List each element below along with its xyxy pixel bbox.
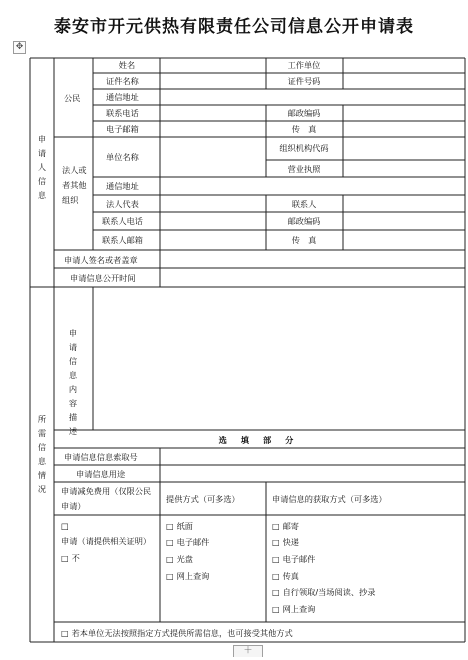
- id-number-field[interactable]: [344, 74, 464, 88]
- provide-method-header: 提供方式（可多选）: [166, 494, 240, 504]
- document-title: 泰安市开元供热有限责任公司信息公开申请表: [54, 17, 414, 37]
- checkbox-icon[interactable]: □: [166, 522, 174, 531]
- license-label: 营业执照: [287, 164, 321, 174]
- add-page-button[interactable]: ＋: [233, 645, 263, 657]
- citizen-postcode-label: 邮政编码: [287, 108, 321, 118]
- checkbox-icon[interactable]: □: [166, 538, 174, 547]
- fee-waiver-option-apply[interactable]: □ 申请（请提供相关证明）: [61, 521, 152, 546]
- request-time-field[interactable]: [161, 269, 464, 286]
- obtain-option-email[interactable]: □ 电子邮件: [272, 554, 316, 564]
- required-info-section-label: 所需信息情况: [37, 414, 47, 494]
- signature-field[interactable]: [161, 251, 464, 267]
- obtain-method-header: 申请信息的获取方式（可多选）: [272, 494, 387, 504]
- obtain-option-online[interactable]: □ 网上查询: [272, 604, 316, 614]
- citizen-fax-field[interactable]: [344, 122, 464, 136]
- contact-email-label: 联系人邮箱: [102, 235, 143, 245]
- checkbox-icon[interactable]: □: [272, 555, 280, 564]
- work-unit-field[interactable]: [344, 59, 464, 72]
- name-label: 姓名: [118, 60, 136, 70]
- content-description-field[interactable]: [94, 288, 464, 429]
- obtain-option-self-pickup[interactable]: □ 自行领取/当场阅读、抄录: [272, 587, 376, 597]
- obtain-option-express[interactable]: □ 快递: [272, 537, 299, 547]
- obtain-option-fax[interactable]: □ 传真: [272, 571, 299, 581]
- checkbox-icon[interactable]: □: [166, 572, 174, 581]
- legal-rep-field[interactable]: [161, 196, 265, 211]
- legal-rep-label: 法人代表: [106, 199, 139, 209]
- id-type-field[interactable]: [161, 74, 265, 88]
- optional-section-header: 选填部分: [218, 435, 308, 445]
- citizen-email-label: 电子邮箱: [106, 124, 139, 134]
- provide-option-paper[interactable]: □ 纸面: [166, 521, 193, 531]
- org-postcode-field[interactable]: [344, 213, 464, 229]
- work-unit-label: 工作单位: [287, 60, 321, 70]
- org-code-field[interactable]: [344, 138, 464, 159]
- index-number-field[interactable]: [161, 449, 464, 464]
- org-postcode-label: 邮政编码: [287, 216, 321, 226]
- checkbox-icon[interactable]: □: [272, 605, 280, 614]
- contact-email-field[interactable]: [161, 231, 265, 249]
- request-time-label: 申请信息公开时间: [70, 273, 136, 283]
- checkbox-icon[interactable]: □: [166, 555, 174, 564]
- org-address-field[interactable]: [161, 178, 464, 194]
- content-description-label: 申请信息内容描述: [68, 328, 78, 436]
- contact-phone-field[interactable]: [161, 213, 265, 229]
- citizen-phone-label: 联系电话: [106, 108, 139, 118]
- checkbox-icon[interactable]: □: [272, 572, 280, 581]
- unit-name-label: 单位名称: [106, 152, 139, 162]
- checkbox-icon[interactable]: □: [61, 554, 69, 563]
- accept-other-methods-option[interactable]: □ 若本单位无法按照指定方式提供所需信息，也可接受其他方式: [61, 628, 293, 638]
- org-fax-field[interactable]: [344, 231, 464, 249]
- citizen-email-field[interactable]: [161, 122, 265, 136]
- table-move-handle-icon[interactable]: ✥: [13, 41, 26, 54]
- org-group-label: 法人或者其他组织: [62, 165, 87, 205]
- contact-field[interactable]: [344, 196, 464, 211]
- citizen-postcode-field[interactable]: [344, 106, 464, 120]
- fee-waiver-header: 申请减免费用（仅限公民申请）: [61, 486, 152, 511]
- obtain-option-mail[interactable]: □ 邮寄: [272, 521, 299, 531]
- checkbox-icon[interactable]: □: [272, 522, 280, 531]
- checkbox-icon[interactable]: □: [272, 538, 280, 547]
- purpose-field[interactable]: [161, 466, 464, 481]
- citizen-phone-field[interactable]: [161, 106, 265, 120]
- citizen-group-label: 公民: [64, 93, 81, 103]
- provide-option-email[interactable]: □ 电子邮件: [166, 537, 210, 547]
- applicant-info-section-label: 申请人信息: [37, 134, 47, 200]
- citizen-address-field[interactable]: [161, 90, 464, 104]
- citizen-address-label: 通信地址: [106, 92, 139, 102]
- org-code-label: 组织机构代码: [279, 143, 329, 153]
- checkbox-icon[interactable]: □: [61, 629, 69, 638]
- fee-waiver-option-no[interactable]: □ 不: [61, 553, 80, 563]
- citizen-fax-label: 传 真: [291, 124, 317, 134]
- signature-label: 申请人签名或者盖章: [64, 255, 138, 265]
- license-field[interactable]: [344, 161, 464, 176]
- purpose-label: 申请信息用途: [76, 469, 126, 479]
- contact-phone-label: 联系人电话: [102, 216, 143, 226]
- org-fax-label: 传 真: [291, 235, 317, 245]
- org-address-label: 通信地址: [106, 181, 139, 191]
- unit-name-field[interactable]: [161, 138, 265, 176]
- checkbox-icon[interactable]: □: [61, 521, 69, 531]
- id-number-label: 证件号码: [287, 76, 321, 86]
- id-type-label: 证件名称: [106, 76, 139, 86]
- provide-option-cd[interactable]: □ 光盘: [166, 554, 193, 564]
- provide-option-online[interactable]: □ 网上查询: [166, 571, 210, 581]
- name-field[interactable]: [161, 59, 265, 72]
- checkbox-icon[interactable]: □: [272, 588, 280, 597]
- index-number-label: 申请信息信息索取号: [64, 452, 138, 462]
- contact-label: 联系人: [291, 199, 317, 209]
